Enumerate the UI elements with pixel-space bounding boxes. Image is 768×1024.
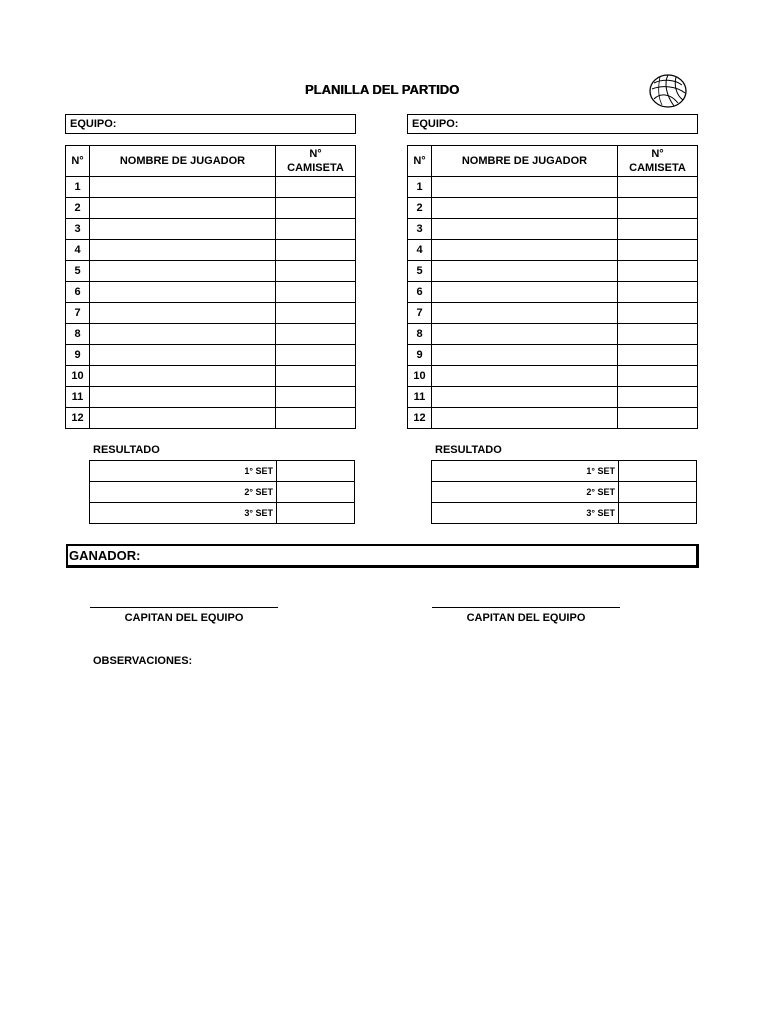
shirt-number-cell[interactable] <box>276 240 356 261</box>
set-label: 1° SET <box>90 461 277 482</box>
row-number: 5 <box>408 261 432 282</box>
row-number: 11 <box>66 387 90 408</box>
team-1-header-shirt <box>276 146 356 177</box>
row-number: 10 <box>408 366 432 387</box>
team-2-header-name: NOMBRE DE JUGADOR <box>432 146 618 177</box>
team-1-equipo-field[interactable] <box>65 114 356 134</box>
row-number: 3 <box>66 219 90 240</box>
player-name-cell[interactable] <box>432 219 618 240</box>
row-number: 1 <box>408 177 432 198</box>
player-name-cell[interactable] <box>432 324 618 345</box>
set-score-cell[interactable] <box>619 503 697 524</box>
table-row <box>66 366 356 387</box>
team-2-equipo-field[interactable] <box>407 114 698 134</box>
row-number: 9 <box>408 345 432 366</box>
shirt-number-cell[interactable] <box>276 282 356 303</box>
set-score-cell[interactable] <box>277 461 355 482</box>
table-row <box>66 261 356 282</box>
player-name-cell[interactable] <box>90 261 276 282</box>
set-label: 3° SET <box>432 503 619 524</box>
row-number: 6 <box>66 282 90 303</box>
page-title: PLANILLA DEL PARTIDO <box>304 82 460 97</box>
row-number: 5 <box>66 261 90 282</box>
table-row <box>408 324 698 345</box>
shirt-number-cell[interactable] <box>276 177 356 198</box>
table-row <box>408 219 698 240</box>
table-row <box>66 303 356 324</box>
shirt-number-cell[interactable] <box>276 261 356 282</box>
set-score-cell[interactable] <box>619 461 697 482</box>
winner-label: GANADOR: <box>69 548 141 563</box>
row-number: 9 <box>66 345 90 366</box>
set-score-cell[interactable] <box>619 482 697 503</box>
row-number: 3 <box>408 219 432 240</box>
row-number: 6 <box>408 282 432 303</box>
team-1-result-table <box>89 460 355 524</box>
team-1-header-shirt-line2: CAMISETA <box>287 162 344 174</box>
shirt-number-cell[interactable] <box>618 282 698 303</box>
shirt-number-cell[interactable] <box>618 303 698 324</box>
player-name-cell[interactable] <box>432 261 618 282</box>
shirt-number-cell[interactable] <box>618 408 698 429</box>
team-2-signature-line[interactable] <box>432 607 620 608</box>
shirt-number-cell[interactable] <box>276 408 356 429</box>
set-label: 3° SET <box>90 503 277 524</box>
team-1-captain-label: CAPITAN DEL EQUIPO <box>124 612 244 624</box>
table-row <box>66 240 356 261</box>
player-name-cell[interactable] <box>432 408 618 429</box>
row-number: 2 <box>408 198 432 219</box>
player-name-cell[interactable] <box>90 219 276 240</box>
shirt-number-cell[interactable] <box>618 387 698 408</box>
shirt-number-cell[interactable] <box>618 219 698 240</box>
table-row <box>408 303 698 324</box>
table-row <box>66 198 356 219</box>
player-name-cell[interactable] <box>90 177 276 198</box>
team-1-signature-line[interactable] <box>90 607 278 608</box>
shirt-number-cell[interactable] <box>276 387 356 408</box>
row-number: 11 <box>408 387 432 408</box>
player-name-cell[interactable] <box>90 282 276 303</box>
shirt-number-cell[interactable] <box>618 366 698 387</box>
player-name-cell[interactable] <box>432 345 618 366</box>
shirt-number-cell[interactable] <box>618 198 698 219</box>
team-1-header-name: NOMBRE DE JUGADOR <box>90 146 276 177</box>
row-number: 12 <box>66 408 90 429</box>
player-name-cell[interactable] <box>432 177 618 198</box>
team-1-equipo-label: EQUIPO: <box>70 118 117 130</box>
table-row <box>408 408 698 429</box>
set-label: 2° SET <box>90 482 277 503</box>
shirt-number-cell[interactable] <box>618 345 698 366</box>
table-row <box>66 408 356 429</box>
team-2-header-shirt <box>618 146 698 177</box>
set-row <box>90 482 355 503</box>
row-number: 4 <box>66 240 90 261</box>
player-name-cell[interactable] <box>90 366 276 387</box>
row-number: 2 <box>66 198 90 219</box>
team-2-result-table <box>431 460 697 524</box>
shirt-number-cell[interactable] <box>276 219 356 240</box>
shirt-number-cell[interactable] <box>276 198 356 219</box>
table-row <box>66 387 356 408</box>
set-row <box>432 482 697 503</box>
winner-field[interactable] <box>66 544 699 568</box>
shirt-number-cell[interactable] <box>276 324 356 345</box>
shirt-number-cell[interactable] <box>276 303 356 324</box>
shirt-number-cell[interactable] <box>618 240 698 261</box>
table-row <box>408 261 698 282</box>
player-name-cell[interactable] <box>90 387 276 408</box>
table-row <box>408 282 698 303</box>
table-row <box>66 324 356 345</box>
team-2-header-num: N° <box>408 146 432 177</box>
table-row <box>66 219 356 240</box>
player-name-cell[interactable] <box>90 198 276 219</box>
set-label: 1° SET <box>432 461 619 482</box>
shirt-number-cell[interactable] <box>618 261 698 282</box>
row-number: 8 <box>66 324 90 345</box>
table-row <box>408 240 698 261</box>
table-row <box>408 177 698 198</box>
row-number: 12 <box>408 408 432 429</box>
shirt-number-cell[interactable] <box>276 366 356 387</box>
player-name-cell[interactable] <box>90 345 276 366</box>
team-2-result-label: RESULTADO <box>435 444 502 456</box>
player-name-cell[interactable] <box>90 324 276 345</box>
row-number: 10 <box>66 366 90 387</box>
shirt-number-cell[interactable] <box>276 345 356 366</box>
team-1-header-shirt-line1: N° <box>309 148 322 160</box>
table-row <box>408 345 698 366</box>
set-score-cell[interactable] <box>277 503 355 524</box>
row-number: 7 <box>408 303 432 324</box>
player-name-cell[interactable] <box>432 366 618 387</box>
row-number: 1 <box>66 177 90 198</box>
shirt-number-cell[interactable] <box>618 177 698 198</box>
set-row <box>90 461 355 482</box>
player-name-cell[interactable] <box>432 387 618 408</box>
player-name-cell[interactable] <box>432 198 618 219</box>
table-row <box>408 198 698 219</box>
observations-label: OBSERVACIONES: <box>93 655 193 667</box>
team-1-header-num: N° <box>66 146 90 177</box>
table-row <box>408 366 698 387</box>
player-name-cell[interactable] <box>432 282 618 303</box>
set-score-cell[interactable] <box>277 482 355 503</box>
team-1-roster-table <box>65 145 356 429</box>
set-row <box>90 503 355 524</box>
player-name-cell[interactable] <box>432 303 618 324</box>
team-2-header-shirt-line2: CAMISETA <box>629 162 686 174</box>
set-label: 2° SET <box>432 482 619 503</box>
set-row <box>432 503 697 524</box>
set-row <box>432 461 697 482</box>
team-1-result-label: RESULTADO <box>93 444 160 456</box>
table-row <box>66 177 356 198</box>
player-name-cell[interactable] <box>90 240 276 261</box>
row-number: 4 <box>408 240 432 261</box>
player-name-cell[interactable] <box>90 303 276 324</box>
volleyball-icon <box>648 73 688 109</box>
team-2-equipo-label: EQUIPO: <box>412 118 459 130</box>
table-row <box>66 345 356 366</box>
player-name-cell[interactable] <box>90 408 276 429</box>
row-number: 7 <box>66 303 90 324</box>
table-row <box>66 282 356 303</box>
player-name-cell[interactable] <box>432 240 618 261</box>
team-2-roster-table <box>407 145 698 429</box>
shirt-number-cell[interactable] <box>618 324 698 345</box>
row-number: 8 <box>408 324 432 345</box>
table-row <box>408 387 698 408</box>
team-2-captain-label: CAPITAN DEL EQUIPO <box>466 612 586 624</box>
team-2-header-shirt-line1: N° <box>651 148 664 160</box>
